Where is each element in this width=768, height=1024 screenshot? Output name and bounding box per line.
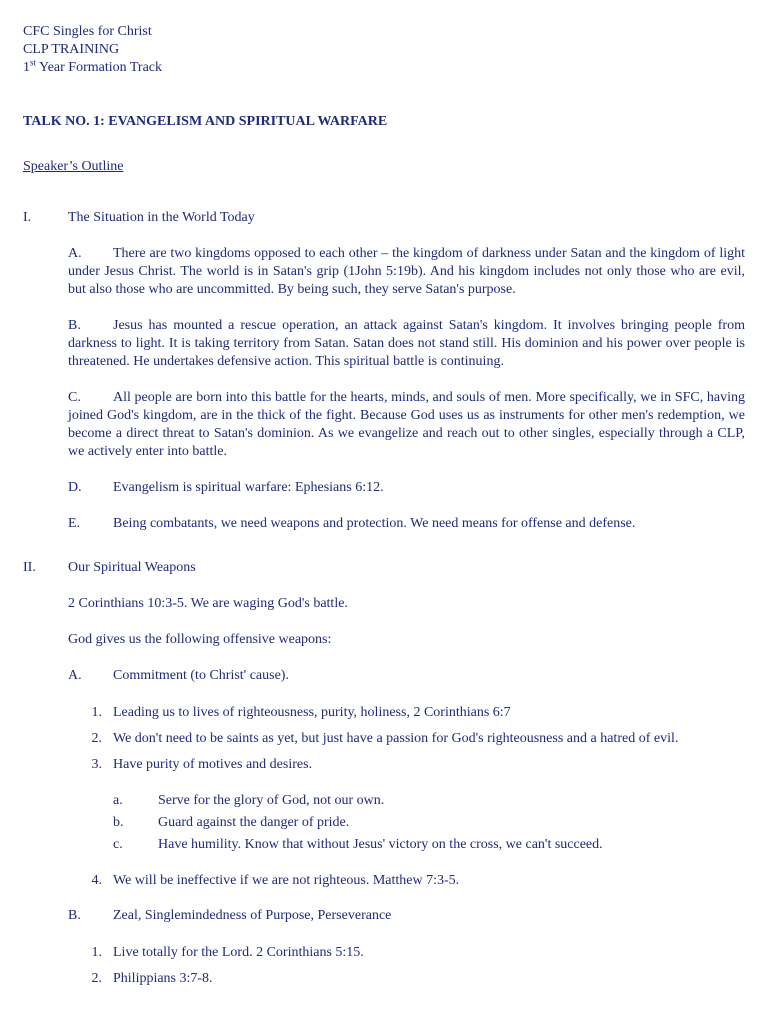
program-name: CLP TRAINING [23,42,120,57]
item-text: All people are born into this battle for the hearts, minds, and souls of men. More specifically, we in SFC, having joined God's kingdom, are in the thick of the fight. Because God uses us as instruments for other men's redemption, we become a direct threat to Satan's dominion. As we evangelize and reach out to other singles, especially through a CLP, we actively enter into battle. [68,390,745,459]
point-text: Have purity of motives and desires. [113,757,313,772]
item-text: Being combatants, we need weapons and protection. We need means for offense and defense. [113,516,636,531]
section-intro: 2 Corinthians 10:3-5. We are waging God's battle. [68,596,348,611]
item-letter: B. [68,908,81,923]
item-letter: D. [68,480,82,495]
point-number: 2. [91,731,102,746]
point-number: 1. [91,705,102,720]
section-number: I. [23,210,32,225]
point-text: Live totally for the Lord. 2 Corinthians 5:15. [113,945,364,960]
subpoint-letter: b. [113,815,124,830]
item-text: There are two kingdoms opposed to each other – the kingdom of darkness under Satan and the kingdom of light under Jesus Christ. The world is in Satan's grip (1John 5:19b). And his kingdom includes not only those who are evil, but also those who are uncommitted. By being such, they serve Satan's purpose. [68,246,745,297]
item-text: Commitment (to Christ' cause). [113,668,289,683]
point-number: 2. [91,971,102,986]
item-letter: E. [68,516,81,531]
track-line [23,59,162,77]
document-subtitle: Speaker’s Outline [23,159,124,174]
section-heading: Our Spiritual Weapons [68,560,196,575]
outline-item-e [68,515,635,533]
point-text: We don't need to be saints as yet, but just have a passion for God's righteousness and a hatred of evil. [113,731,679,746]
track-superscript: st [30,57,37,68]
outline-item-d [68,479,384,497]
subpoint-letter: c. [113,837,123,852]
item-letter: A. [68,668,82,683]
point-text: Philippians 3:7-8. [113,971,213,986]
outline-item-a [68,245,745,299]
point-number: 3. [91,757,102,772]
item-letter: B. [68,318,81,333]
item-text: Jesus has mounted a rescue operation, an attack against Satan's kingdom. It involves bringing people from darkness to light. It is taking territory from Satan. Satan does not stand still. His dominion and his power over people is threatened. He undertakes defensive action. This spiritual battle is continuing. [68,318,745,369]
section-intro: God gives us the following offensive weapons: [68,632,332,647]
point-number: 1. [91,945,102,960]
document-title: TALK NO. 1: EVANGELISM AND SPIRITUAL WARFARE [23,114,388,129]
point-text: Leading us to lives of righteousness, purity, holiness, 2 Corinthians 6:7 [113,705,511,720]
subpoint-text: Serve for the glory of God, not our own. [158,793,385,808]
subpoint-text: Guard against the danger of pride. [158,815,350,830]
item-letter: C. [68,390,81,405]
subpoint-letter: a. [113,793,123,808]
track-number: 1 [23,60,30,75]
outline-item-a [68,667,289,685]
item-letter: A. [68,246,82,261]
org-name: CFC Singles for Christ [23,24,152,39]
section-number: II. [23,560,36,575]
outline-item-b [68,317,745,371]
point-text: We will be ineffective if we are not righteous. Matthew 7:3-5. [113,873,460,888]
track-text: Year Formation Track [36,60,163,75]
point-number: 4. [91,873,102,888]
outline-item-c [68,389,745,461]
subpoint-text: Have humility. Know that without Jesus' victory on the cross, we can't succeed. [158,837,603,852]
section-heading: The Situation in the World Today [68,210,255,225]
item-text: Zeal, Singlemindedness of Purpose, Perseverance [113,908,392,923]
outline-item-b [68,907,391,925]
item-text: Evangelism is spiritual warfare: Ephesians 6:12. [113,480,384,495]
